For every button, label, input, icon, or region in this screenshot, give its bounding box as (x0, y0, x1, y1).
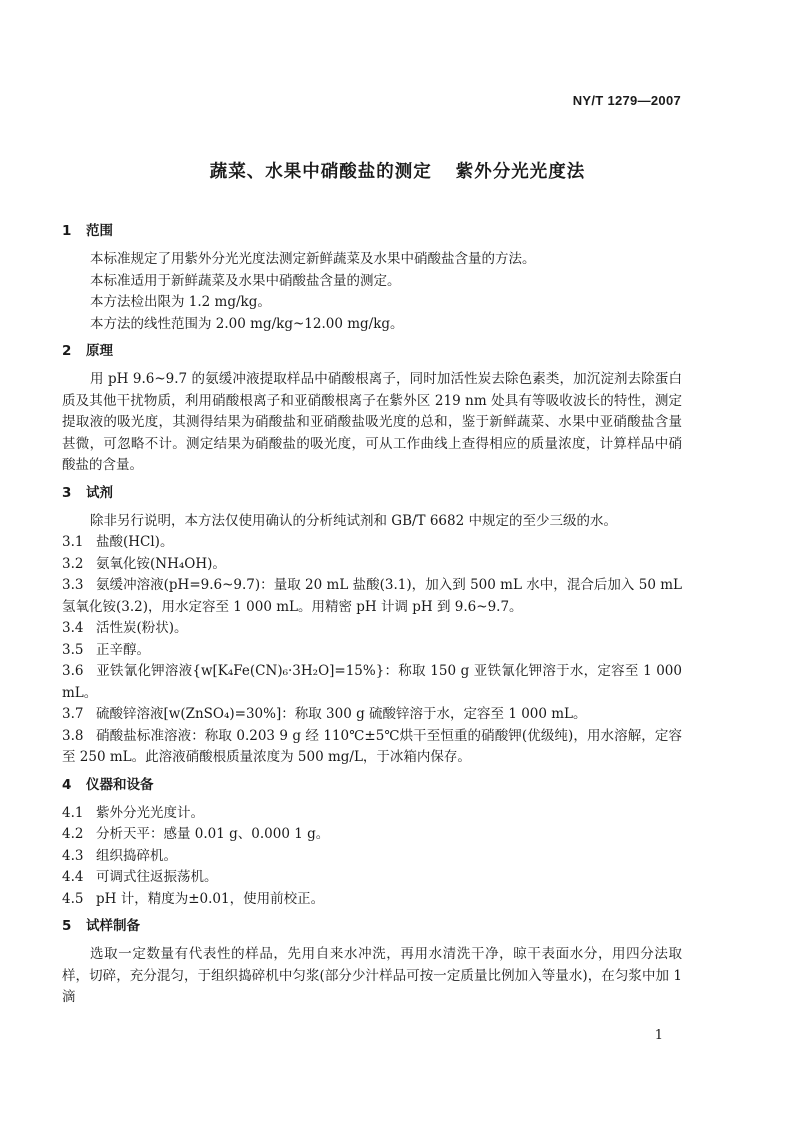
list-item: 4.2 分析天平：感量 0.01 g、0.000 1 g。 (62, 826, 330, 842)
list-item: 4.1 紫外分光光度计。 (62, 804, 204, 821)
standard-code: NY/T 1279—2007 (572, 93, 681, 108)
list-item: 3.8 硝酸盐标准溶液：称取 0.203 9 g 经 110℃±5℃烘干至恒重的硝酸钾(优级纯)，用水溶解，定容至 250 mL。此溶液硝酸根质量浓度为 500 mg/L，于冰箱内保存。 (62, 727, 682, 765)
document-body (62, 221, 682, 1009)
section-heading-scope: 1 范围 (62, 223, 113, 239)
scope-line: 本标准规定了用紫外分光光度法测定新鲜蔬菜及水果中硝酸盐含量的方法。 (90, 251, 536, 267)
section-heading-sample-preparation: 5 试样制备 (62, 918, 140, 934)
list-item: 4.4 可调式往返振荡机。 (62, 869, 218, 885)
list-item: 3.4 活性炭(粉状)。 (62, 620, 188, 636)
document-title (0, 158, 795, 183)
list-item: 4.3 组织捣碎机。 (62, 847, 177, 864)
list-item: 4.5 pH 计，精度为±0.01，使用前校正。 (62, 890, 325, 907)
sample-preparation-paragraph: 选取一定数量有代表性的样品，先用自来水冲洗，再用水清洗干净，晾干表面水分，用四分法取样，切碎，充分混匀，于组织捣碎机中匀浆(部分少汁样品可按一定质量比例加入等量水)，在匀浆中加 1 滴 (62, 946, 682, 1005)
scope-line: 本方法的线性范围为 2.00 mg/kg~12.00 mg/kg。 (90, 315, 404, 332)
scope-line: 本标准适用于新鲜蔬菜及水果中硝酸盐含量的测定。 (90, 272, 401, 289)
principle-paragraph: 用 pH 9.6~9.7 的氨缓冲液提取样品中硝酸根离子，同时加活性炭去除色素类，加沉淀剂去除蛋白质及其他干扰物质，利用硝酸根离子和亚硝酸根离子在紫外区 219 nm 处具有等吸收波长的特性，测定提取液的吸光度，其测得结果为硝酸盐和亚硝酸盐吸光度的总和，鉴于新鲜蔬菜、水果中亚硝酸盐含量甚微，可忽略不计。测定结果为硝酸盐的吸光度，可从工作曲线上查得相应的质量浓度，计算样品中硝酸盐的含量。 (62, 371, 682, 473)
list-item: 3.2 氨氧化铵(NH₄OH)。 (62, 555, 226, 572)
scope-line: 本方法检出限为 1.2 mg/kg。 (90, 294, 271, 310)
list-item: 3.1 盐酸(HCl)。 (62, 534, 174, 550)
page-number: 1 (654, 1028, 663, 1043)
list-item: 3.6 亚铁氰化钾溶液{w[K₄Fe(CN)₆·3H₂O]=15%}：称取 150 g 亚铁氰化钾溶于水，定容至 1 000 mL。 (62, 663, 682, 701)
section-heading-reagents: 3 试剂 (62, 484, 113, 501)
section-heading-apparatus: 4 仪器和设备 (62, 776, 154, 793)
section-heading-principle: 2 原理 (62, 343, 113, 359)
reagents-intro: 除非另行说明，本方法仅使用确认的分析纯试剂和 GB/T 6682 中规定的至少三级的水。 (90, 512, 617, 529)
list-item: 3.3 氨缓冲溶液(pH=9.6~9.7)：量取 20 mL 盐酸(3.1)，加入到 500 mL 水中，混合后加入 50 mL 氢氧化铵(3.2)，用水定容至 1 000 mL。用精密 pH 计调 pH 到 9.6~9.7。 (62, 577, 682, 615)
title-main: 蔬菜、水果中硝酸盐的测定 (209, 162, 432, 182)
list-item: 3.7 硫酸锌溶液[w(ZnSO₄)=30%]：称取 300 g 硫酸锌溶于水，定容至 1 000 mL。 (62, 706, 587, 722)
title-method: 紫外分光光度法 (455, 162, 586, 182)
list-item: 3.5 正辛醇。 (62, 641, 150, 658)
